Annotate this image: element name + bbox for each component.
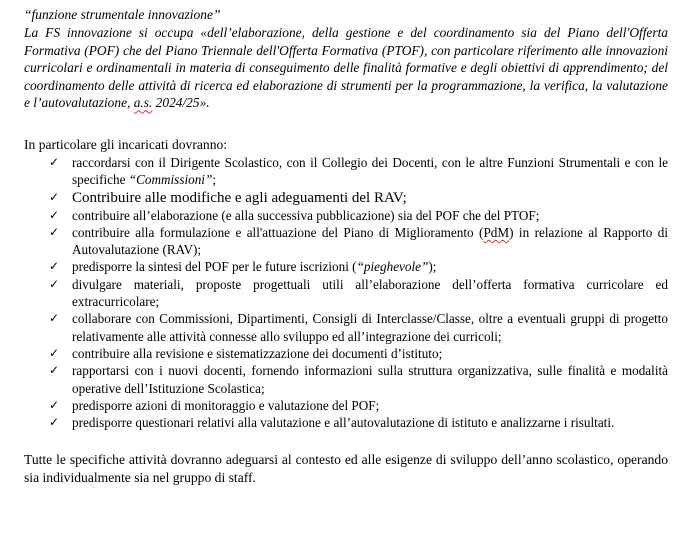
checkmark-icon: ✓ bbox=[49, 224, 60, 239]
checkmark-icon: ✓ bbox=[49, 363, 60, 378]
checkmark-icon: ✓ bbox=[49, 154, 60, 169]
list-item bbox=[48, 207, 668, 224]
intro-text: La FS innovazione si occupa «dell’elaborazione, della gestione e del coordinamento sia del Piano dell'Offerta Formativa (POF) che del Piano Triennale dell'Offerta Formativa (PTOF), con particolare riferimento alle innovazioni curricolari e ordinamentali in materia di conseguimento delle finalità formative e degli obiettivi di apprendimento; del coordinamento delle attività di ricerca ed elaborazione di strumenti per la programmazione, la verifica, la valutazione e l’autovalutazione, bbox=[24, 25, 668, 111]
list-item bbox=[48, 154, 668, 189]
intro-paragraph bbox=[24, 24, 668, 112]
list-item bbox=[48, 189, 668, 207]
document-page bbox=[24, 6, 668, 487]
item-text: Contribuire alle modifiche e agli adeguamenti del RAV; bbox=[72, 189, 407, 206]
intro-text-end: 2024/25». bbox=[152, 95, 210, 111]
closing-paragraph: Tutte le specifiche attività dovranno adeguarsi al contesto ed alle esigenze di sviluppo dell’anno scolastico, operando sia individualmente sia nel gruppo di staff. bbox=[24, 452, 668, 486]
spellcheck-word-pdm: PdM bbox=[483, 224, 510, 240]
item-text: contribuire alla revisione e sistematizzazione dei documenti d’istituto; bbox=[72, 345, 443, 361]
item-text: predisporre questionari relativi alla valutazione e all’autovalutazione di istituto e analizzarne i risultati. bbox=[72, 415, 615, 431]
checkmark-icon: ✓ bbox=[49, 276, 60, 291]
item-text-italic: “pieghevole” bbox=[356, 259, 429, 275]
list-item bbox=[48, 224, 668, 259]
task-list bbox=[24, 154, 668, 431]
list-item bbox=[48, 397, 668, 414]
section-title: “funzione strumentale innovazione” bbox=[24, 7, 221, 22]
checkmark-icon: ✓ bbox=[49, 415, 60, 430]
checkmark-icon: ✓ bbox=[49, 345, 60, 360]
checkmark-icon: ✓ bbox=[49, 207, 60, 222]
lead-sentence: In particolare gli incaricati dovranno: bbox=[24, 136, 228, 152]
item-text: rapportarsi con i nuovi docenti, fornendo informazioni sulla struttura organizzativa, sulle finalità e modalità operative dell’Istituzione Scolastica; bbox=[72, 363, 668, 396]
item-text-italic: “Commissioni” bbox=[128, 172, 213, 188]
list-item bbox=[48, 362, 668, 397]
item-text: contribuire all’elaborazione (e alla successiva pubblicazione) sia del POF che del PTOF; bbox=[72, 207, 540, 223]
list-item bbox=[48, 258, 668, 275]
list-item bbox=[48, 310, 668, 345]
item-text: predisporre azioni di monitoraggio e valutazione del POF; bbox=[72, 397, 380, 413]
item-text: divulgare materiali, proposte progettuali utili all’elaborazione dell’offerta formativa curricolare ed extracurricolare; bbox=[72, 276, 668, 310]
item-text: contribuire alla formulazione e all'attuazione del Piano di Miglioramento ( bbox=[72, 224, 484, 240]
list-item bbox=[48, 276, 668, 311]
checkmark-icon: ✓ bbox=[49, 259, 60, 274]
item-text-end: ) in relazione al Rapporto di Autovalutazione (RAV); bbox=[72, 224, 669, 258]
item-text-end: ; bbox=[212, 172, 216, 188]
checkmark-icon: ✓ bbox=[49, 189, 60, 204]
item-text: raccordarsi con il Dirigente Scolastico, con il Collegio dei Docenti, con le altre Funzioni Strumentali e con le specifiche bbox=[72, 154, 668, 188]
list-item bbox=[48, 345, 668, 362]
list-item bbox=[48, 414, 668, 431]
item-text: predisporre la sintesi del POF per le future iscrizioni ( bbox=[72, 259, 357, 275]
spellcheck-word-as: a.s. bbox=[133, 95, 153, 111]
checkmark-icon: ✓ bbox=[49, 311, 60, 326]
item-text-end: ); bbox=[428, 259, 437, 275]
checkmark-icon: ✓ bbox=[49, 397, 60, 412]
item-text: collaborare con Commissioni, Dipartimenti, Consigli di Interclasse/Classe, oltre a eventuali gruppi di progetto relativamente alle attività connesse allo sviluppo ed all’integrazione dei curricoli; bbox=[72, 311, 668, 344]
